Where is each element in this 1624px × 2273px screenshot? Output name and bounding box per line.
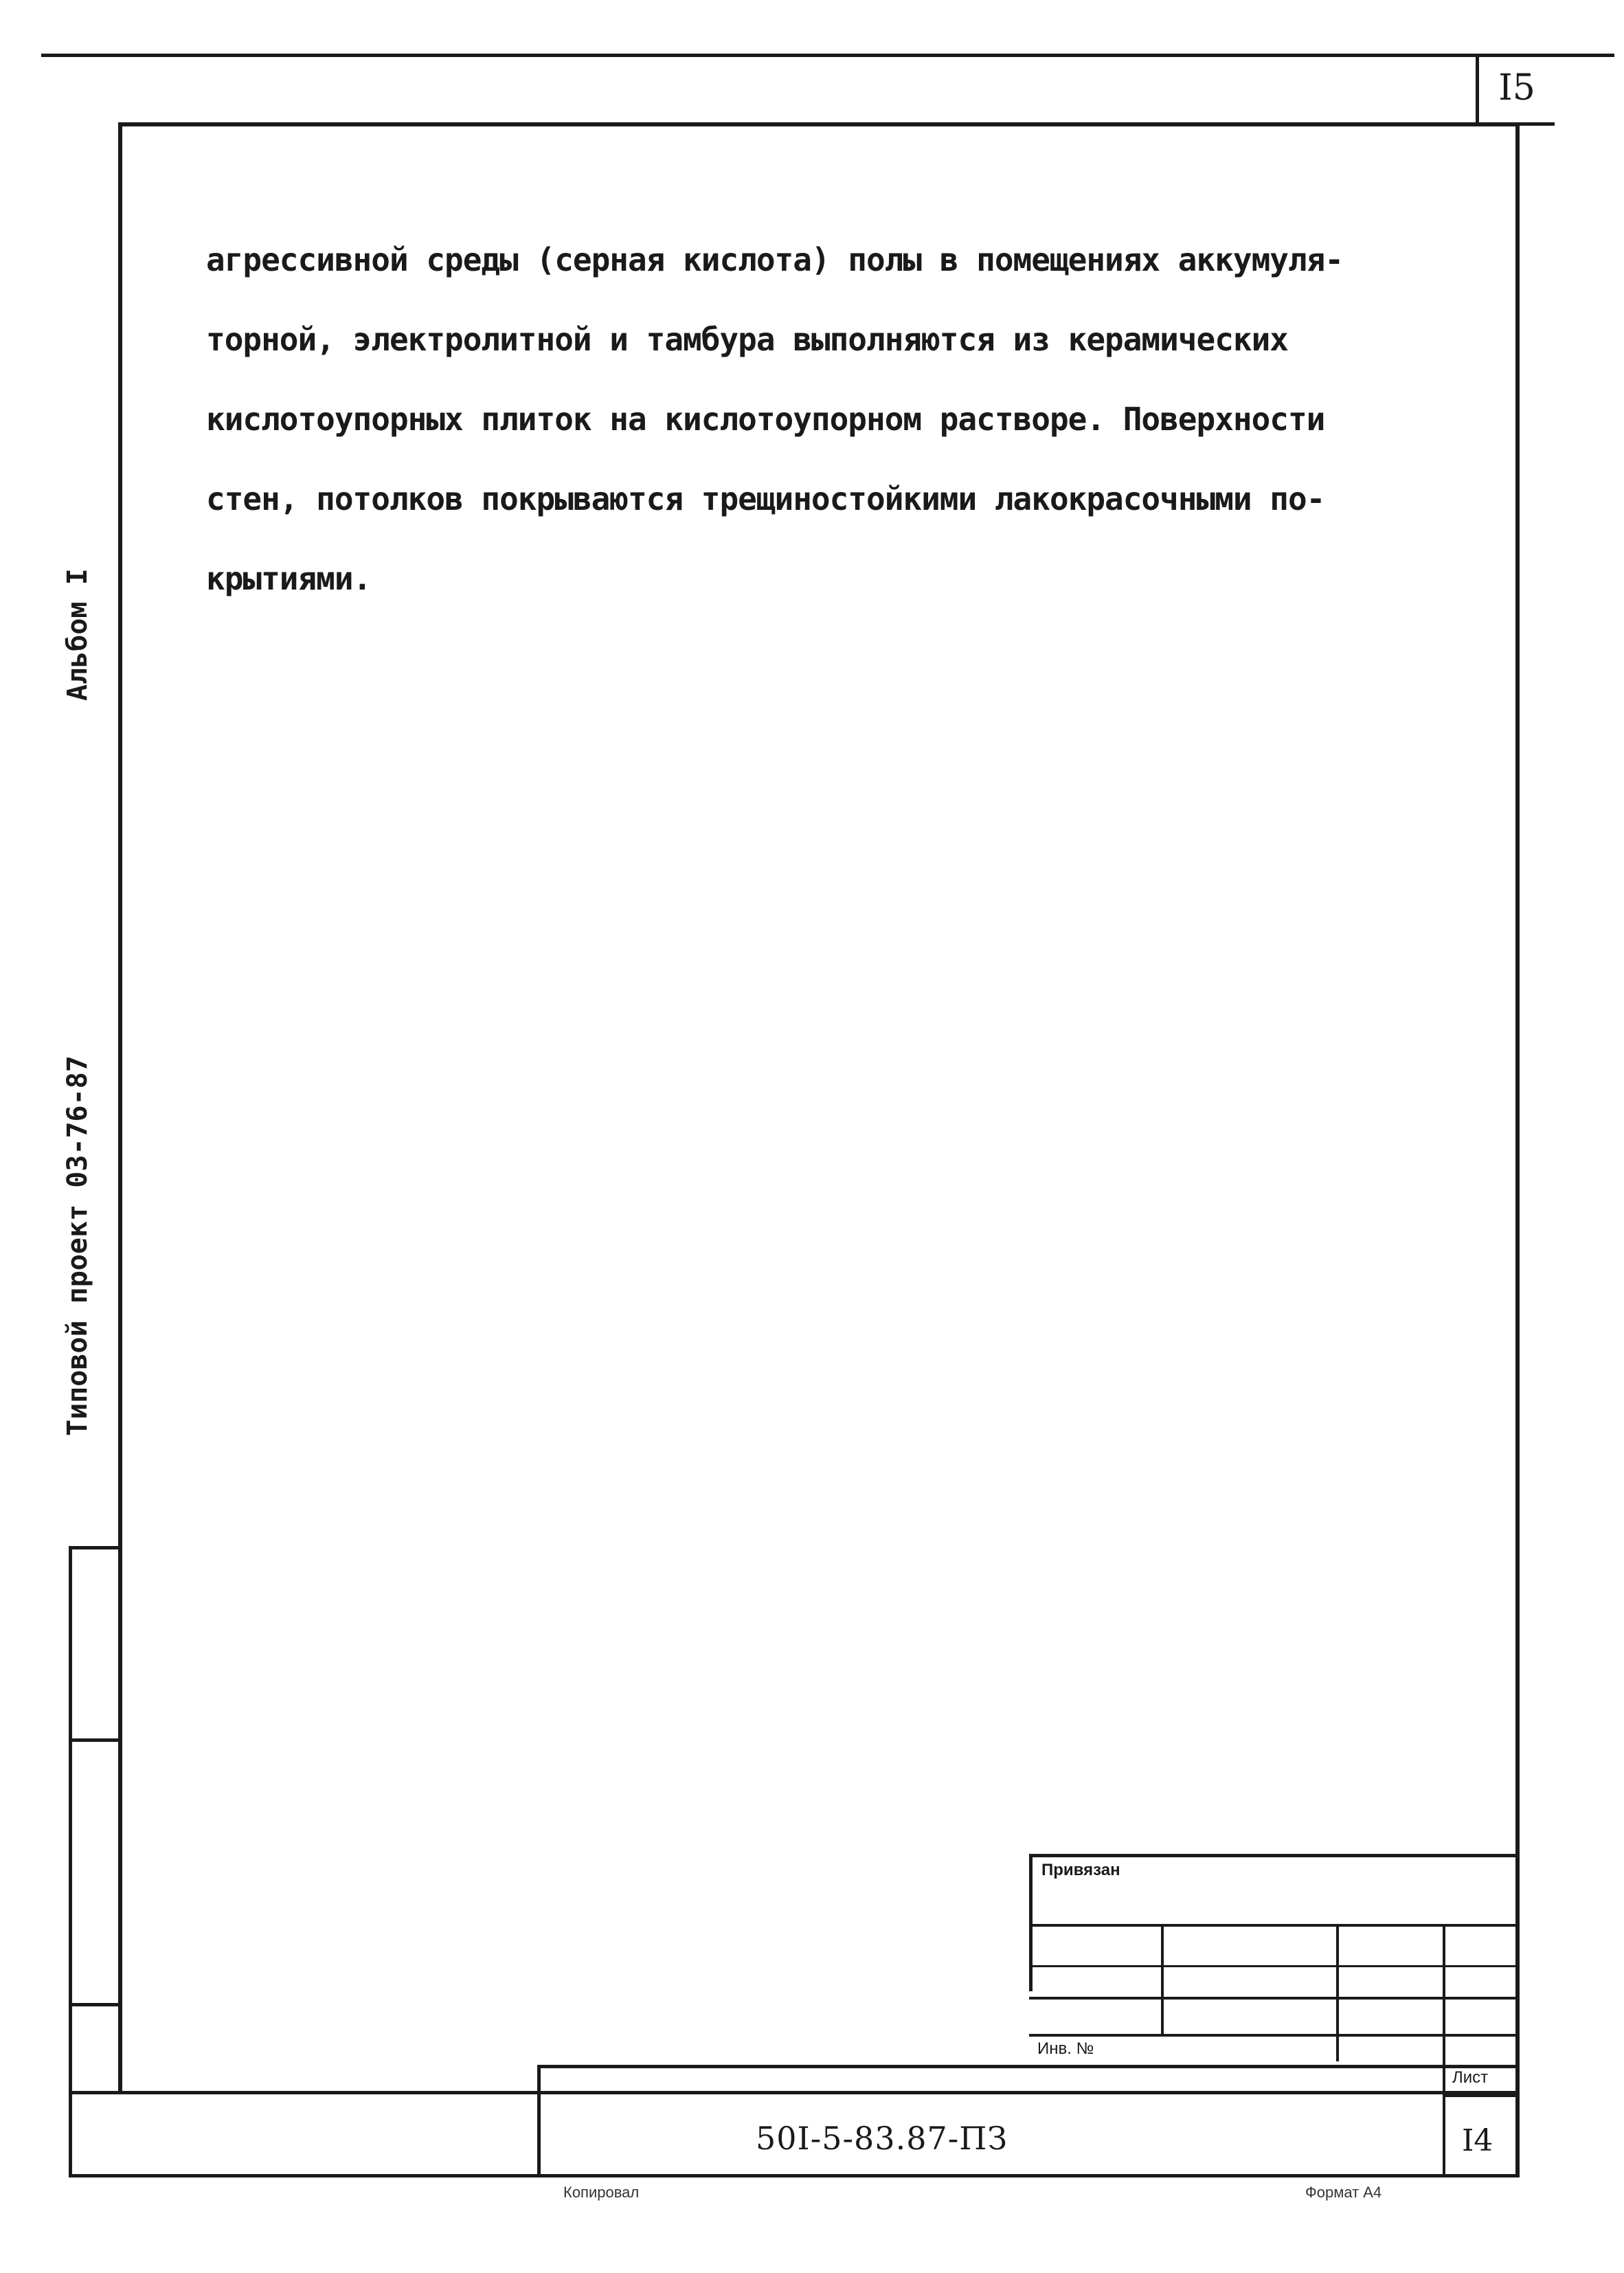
body-text <box>206 220 1498 618</box>
left-stamp-divider-1 <box>69 1738 118 1742</box>
left-stamp-box <box>69 1546 118 2094</box>
sheet-divider <box>1443 2094 1520 2097</box>
title-row-line-3 <box>1029 1997 1520 2000</box>
album-label: Альбом I <box>62 568 93 701</box>
format-label: Формат А4 <box>1305 2184 1382 2201</box>
body-line-1: агрессивной среды (серная кислота) полы в помещениях аккумуля- <box>206 241 1344 278</box>
copied-label: Копировал <box>563 2184 640 2201</box>
sheet-left-edge <box>1443 2065 1445 2177</box>
document-code: 50I-5-83.87-ПЗ <box>756 2120 1008 2157</box>
page-number: I5 <box>1476 54 1555 126</box>
title-row-line-4 <box>1029 2034 1520 2037</box>
top-border-line <box>41 54 1614 57</box>
body-line-3: кислотоупорных плиток на кислотоупорном растворе. Поверхности <box>206 401 1325 438</box>
right-edge-lower <box>1515 1854 1520 2177</box>
left-stamp-divider-2 <box>69 2003 118 2006</box>
doc-code-box <box>537 2065 1520 2094</box>
final-bottom-line <box>69 2174 1520 2177</box>
sheet-label: Лист <box>1452 2068 1489 2087</box>
title-row-line-1 <box>1029 1924 1520 1927</box>
left-edge-lower <box>69 2091 72 2177</box>
body-line-2: торной, электролитной и тамбура выполняются из керамических <box>206 321 1288 358</box>
title-col-line-1 <box>1161 1924 1164 2034</box>
body-line-5: крытиями. <box>206 560 372 597</box>
project-label: Типовой проект 03-76-87 <box>62 1055 93 1436</box>
inv-label: Инв. № <box>1037 2039 1094 2058</box>
sheet-number: I4 <box>1462 2123 1493 2158</box>
title-col-line-2 <box>1336 1924 1339 2061</box>
title-row-line-2 <box>1029 1965 1520 1967</box>
doc-code-left-edge <box>537 2065 541 2177</box>
body-line-4: стен, потолков покрываются трещиностойкими лакокрасочными по- <box>206 480 1325 517</box>
bound-label: Привязан <box>1041 1861 1120 1879</box>
